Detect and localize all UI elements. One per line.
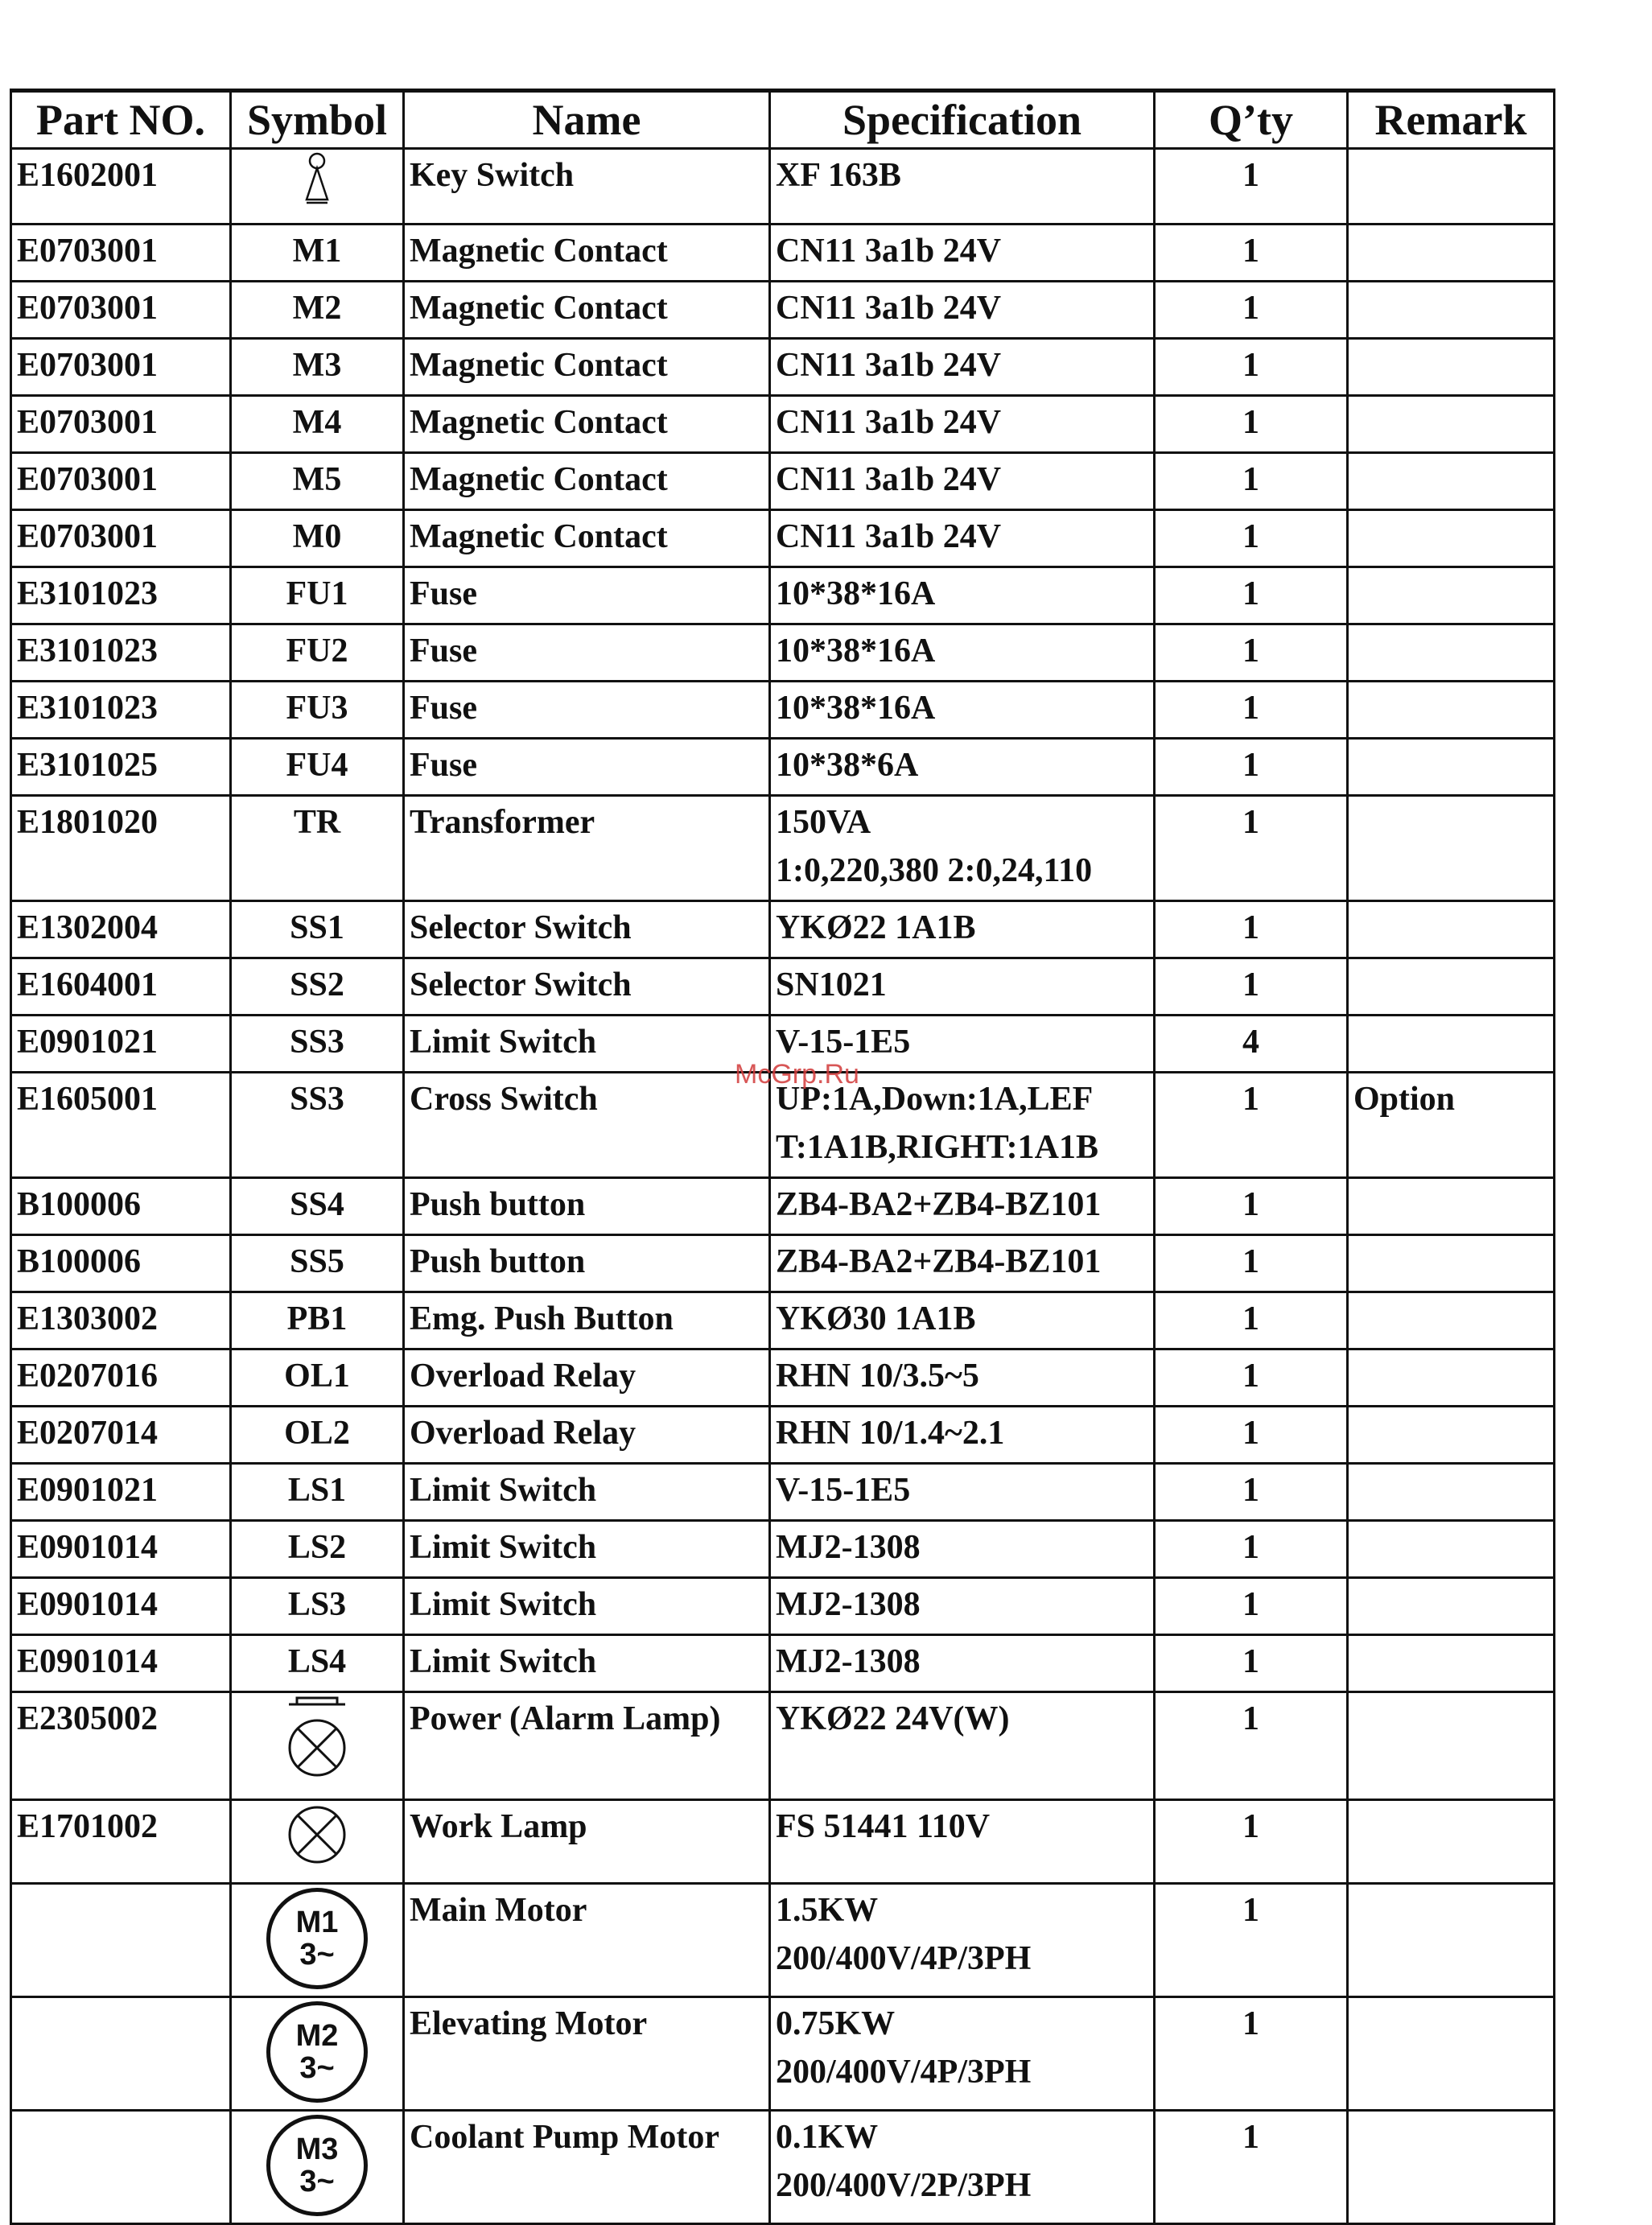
motor-icon (266, 1888, 368, 1989)
header-name: Name (404, 91, 770, 149)
table-row (11, 453, 1555, 510)
motor-label: M3 (295, 2132, 339, 2166)
table-row (11, 1884, 1555, 1997)
symbol-cell: M4 (231, 396, 404, 453)
name-cell: Transformer (404, 796, 770, 901)
table-row (11, 682, 1555, 739)
header-specification: Specification (770, 91, 1155, 149)
specification-line: ZB4-BA2+ZB4-BZ101 (776, 1243, 1102, 1280)
part-number-cell: E0901014 (11, 1578, 231, 1635)
specification-line: SN1021 (776, 966, 887, 1003)
specification-line-2: 1:0,220,380 2:0,24,110 (776, 852, 1093, 889)
part-number-cell: B100006 (11, 1178, 231, 1235)
name-cell: Fuse (404, 682, 770, 739)
symbol-cell: OL2 (231, 1407, 404, 1464)
specification-cell (770, 1178, 1155, 1235)
symbol-cell: SS3 (231, 1016, 404, 1073)
parts-list-sheet (10, 89, 1555, 2225)
remark-cell (1348, 1016, 1555, 1073)
quantity-cell: 1 (1155, 1800, 1348, 1884)
parts-table (10, 89, 1555, 2225)
table-row (11, 958, 1555, 1016)
watermark-text: McGrp.Ru (735, 1059, 859, 1090)
quantity-cell: 1 (1155, 682, 1348, 739)
quantity-cell: 1 (1155, 1997, 1348, 2111)
specification-line: CN11 3a1b 24V (776, 404, 1002, 441)
remark-cell (1348, 1464, 1555, 1521)
header-remark: Remark (1348, 91, 1555, 149)
part-number-cell: E0703001 (11, 453, 231, 510)
name-cell: Limit Switch (404, 1016, 770, 1073)
part-number-cell: E3101023 (11, 682, 231, 739)
remark-cell (1348, 453, 1555, 510)
name-cell: Magnetic Contact (404, 510, 770, 567)
specification-line: CN11 3a1b 24V (776, 347, 1002, 384)
part-number-cell: E1604001 (11, 958, 231, 1016)
part-number-cell: E0703001 (11, 510, 231, 567)
name-cell: Emg. Push Button (404, 1292, 770, 1349)
part-number-cell: E0207014 (11, 1407, 231, 1464)
remark-cell (1348, 1178, 1555, 1235)
symbol-cell: LS1 (231, 1464, 404, 1521)
specification-line: CN11 3a1b 24V (776, 461, 1002, 498)
remark-cell (1348, 1407, 1555, 1464)
name-cell: Limit Switch (404, 1521, 770, 1578)
key-switch-icon (297, 151, 337, 221)
specification-line: CN11 3a1b 24V (776, 290, 1002, 327)
symbol-cell: SS5 (231, 1235, 404, 1292)
part-number-cell: E3101025 (11, 739, 231, 796)
table-header-row (11, 91, 1555, 149)
symbol-cell: LS3 (231, 1578, 404, 1635)
specification-cell (770, 1692, 1155, 1800)
quantity-cell: 1 (1155, 1178, 1348, 1235)
specification-cell (770, 567, 1155, 624)
quantity-cell: 1 (1155, 1692, 1348, 1800)
part-number-cell: E0703001 (11, 396, 231, 453)
symbol-cell: SS1 (231, 901, 404, 958)
specification-line: 0.1KW (776, 2119, 879, 2156)
motor-phase: 3~ (299, 2051, 335, 2085)
name-cell: Limit Switch (404, 1464, 770, 1521)
table-row (11, 1292, 1555, 1349)
quantity-cell: 1 (1155, 1349, 1348, 1407)
specification-cell (770, 796, 1155, 901)
specification-cell (770, 1464, 1155, 1521)
symbol-cell (231, 1997, 404, 2111)
table-row (11, 1800, 1555, 1884)
part-number-cell: E0207016 (11, 1349, 231, 1407)
table-row (11, 1235, 1555, 1292)
name-cell: Push button (404, 1178, 770, 1235)
symbol-cell: FU2 (231, 624, 404, 682)
quantity-cell: 1 (1155, 1521, 1348, 1578)
specification-cell (770, 510, 1155, 567)
part-number-cell: E0703001 (11, 339, 231, 396)
part-number-cell: E3101023 (11, 567, 231, 624)
quantity-cell: 1 (1155, 567, 1348, 624)
specification-line: FS 51441 110V (776, 1808, 991, 1845)
quantity-cell: 1 (1155, 1578, 1348, 1635)
symbol-cell (231, 149, 404, 225)
table-row (11, 1578, 1555, 1635)
name-cell: Limit Switch (404, 1578, 770, 1635)
remark-cell (1348, 1692, 1555, 1800)
specification-cell (770, 1884, 1155, 1997)
remark-cell (1348, 396, 1555, 453)
quantity-cell: 1 (1155, 282, 1348, 339)
specification-line: 10*38*16A (776, 575, 936, 612)
table-row (11, 1635, 1555, 1692)
specification-line: V-15-1E5 (776, 1472, 911, 1509)
specification-cell (770, 339, 1155, 396)
specification-cell (770, 901, 1155, 958)
specification-line-2: 200/400V/4P/3PH (776, 2054, 1032, 2091)
symbol-cell: FU3 (231, 682, 404, 739)
specification-line: RHN 10/3.5~5 (776, 1358, 979, 1395)
table-row (11, 282, 1555, 339)
symbol-cell: SS2 (231, 958, 404, 1016)
name-cell: Fuse (404, 567, 770, 624)
symbol-cell (231, 1884, 404, 1997)
symbol-cell (231, 2111, 404, 2224)
table-row (11, 901, 1555, 958)
symbol-cell: M0 (231, 510, 404, 567)
specification-cell (770, 1800, 1155, 1884)
remark-cell (1348, 1635, 1555, 1692)
specification-cell (770, 149, 1155, 225)
name-cell: Selector Switch (404, 901, 770, 958)
part-number-cell: E0901014 (11, 1521, 231, 1578)
table-row (11, 1349, 1555, 1407)
name-cell: Power (Alarm Lamp) (404, 1692, 770, 1800)
part-number-cell: E2305002 (11, 1692, 231, 1800)
quantity-cell: 1 (1155, 453, 1348, 510)
specification-line: UP:1A,Down:1A,LEF (776, 1081, 1094, 1118)
name-cell: Magnetic Contact (404, 225, 770, 282)
motor-phase: 3~ (299, 2165, 335, 2198)
specification-line: MJ2-1308 (776, 1643, 921, 1680)
remark-cell (1348, 567, 1555, 624)
specification-cell (770, 1578, 1155, 1635)
quantity-cell: 1 (1155, 1073, 1348, 1178)
quantity-cell: 1 (1155, 624, 1348, 682)
name-cell: Overload Relay (404, 1349, 770, 1407)
specification-line-2: 200/400V/2P/3PH (776, 2167, 1032, 2204)
quantity-cell: 1 (1155, 1464, 1348, 1521)
name-cell: Coolant Pump Motor (404, 2111, 770, 2224)
specification-cell (770, 1997, 1155, 2111)
specification-cell (770, 396, 1155, 453)
remark-cell (1348, 2111, 1555, 2224)
table-row (11, 624, 1555, 682)
specification-cell (770, 453, 1155, 510)
table-row (11, 339, 1555, 396)
symbol-cell: M5 (231, 453, 404, 510)
table-row (11, 225, 1555, 282)
motor-label: M1 (295, 1906, 339, 1939)
specification-line-2: 200/400V/4P/3PH (776, 1940, 1032, 1977)
symbol-cell: M1 (231, 225, 404, 282)
part-number-cell: E3101023 (11, 624, 231, 682)
header-qty: Q’ty (1155, 91, 1348, 149)
quantity-cell: 1 (1155, 225, 1348, 282)
quantity-cell: 1 (1155, 901, 1348, 958)
table-row (11, 1407, 1555, 1464)
specification-cell (770, 624, 1155, 682)
name-cell: Push button (404, 1235, 770, 1292)
specification-line: YKØ22 1A1B (776, 909, 976, 946)
table-row (11, 1521, 1555, 1578)
name-cell: Work Lamp (404, 1800, 770, 1884)
remark-cell (1348, 149, 1555, 225)
part-number-cell: E0901014 (11, 1635, 231, 1692)
name-cell: Fuse (404, 624, 770, 682)
quantity-cell: 1 (1155, 396, 1348, 453)
table-row (11, 796, 1555, 901)
motor-label: M2 (295, 2019, 339, 2053)
specification-line: 10*38*6A (776, 747, 919, 784)
quantity-cell: 1 (1155, 1292, 1348, 1349)
remark-cell (1348, 1292, 1555, 1349)
remark-cell (1348, 1235, 1555, 1292)
name-cell: Magnetic Contact (404, 339, 770, 396)
motor-phase: 3~ (299, 1938, 335, 1972)
specification-line: YKØ22 24V(W) (776, 1700, 1010, 1737)
part-number-cell: E1602001 (11, 149, 231, 225)
remark-cell (1348, 1578, 1555, 1635)
specification-line: XF 163B (776, 157, 901, 194)
table-row (11, 1178, 1555, 1235)
specification-cell (770, 1407, 1155, 1464)
specification-line: CN11 3a1b 24V (776, 518, 1002, 555)
specification-cell (770, 1521, 1155, 1578)
specification-line: 150VA (776, 804, 871, 841)
remark-cell (1348, 958, 1555, 1016)
specification-line: YKØ30 1A1B (776, 1300, 976, 1337)
symbol-cell (231, 1800, 404, 1884)
table-row (11, 149, 1555, 225)
header-symbol: Symbol (231, 91, 404, 149)
specification-line: 0.75KW (776, 2005, 896, 2042)
remark-cell (1348, 682, 1555, 739)
table-row (11, 1692, 1555, 1800)
specification-line: RHN 10/1.4~2.1 (776, 1415, 1005, 1452)
specification-line: MJ2-1308 (776, 1529, 921, 1566)
remark-cell (1348, 796, 1555, 901)
symbol-cell: M3 (231, 339, 404, 396)
specification-cell (770, 739, 1155, 796)
name-cell: Magnetic Contact (404, 396, 770, 453)
remark-cell (1348, 225, 1555, 282)
name-cell: Limit Switch (404, 1635, 770, 1692)
remark-cell (1348, 901, 1555, 958)
specification-cell (770, 1349, 1155, 1407)
remark-cell (1348, 1997, 1555, 2111)
name-cell: Main Motor (404, 1884, 770, 1997)
lamp-icon (281, 1803, 353, 1881)
specification-line: 1.5KW (776, 1892, 879, 1929)
remark-cell (1348, 1800, 1555, 1884)
part-number-cell: E1302004 (11, 901, 231, 958)
quantity-cell: 1 (1155, 2111, 1348, 2224)
quantity-cell: 1 (1155, 1884, 1348, 1997)
specification-cell (770, 225, 1155, 282)
quantity-cell: 1 (1155, 796, 1348, 901)
remark-cell: Option (1348, 1073, 1555, 1178)
remark-cell (1348, 624, 1555, 682)
part-number-cell: E1303002 (11, 1292, 231, 1349)
alarm-lamp-icon (281, 1695, 353, 1797)
part-number-cell (11, 1997, 231, 2111)
symbol-cell: FU1 (231, 567, 404, 624)
quantity-cell: 1 (1155, 149, 1348, 225)
specification-cell (770, 1635, 1155, 1692)
symbol-cell: LS4 (231, 1635, 404, 1692)
symbol-cell (231, 1692, 404, 1800)
symbol-cell: SS4 (231, 1178, 404, 1235)
symbol-cell: LS2 (231, 1521, 404, 1578)
specification-line: 10*38*16A (776, 632, 936, 670)
quantity-cell: 1 (1155, 1235, 1348, 1292)
table-row (11, 510, 1555, 567)
quantity-cell: 1 (1155, 1407, 1348, 1464)
specification-cell (770, 2111, 1155, 2224)
quantity-cell: 1 (1155, 510, 1348, 567)
remark-cell (1348, 282, 1555, 339)
name-cell: Elevating Motor (404, 1997, 770, 2111)
part-number-cell: B100006 (11, 1235, 231, 1292)
part-number-cell: E0703001 (11, 282, 231, 339)
parts-table-body (11, 149, 1555, 2224)
remark-cell (1348, 339, 1555, 396)
remark-cell (1348, 1521, 1555, 1578)
name-cell: Cross Switch (404, 1073, 770, 1178)
symbol-cell: FU4 (231, 739, 404, 796)
name-cell: Fuse (404, 739, 770, 796)
part-number-cell: E0901021 (11, 1464, 231, 1521)
symbol-cell: M2 (231, 282, 404, 339)
remark-cell (1348, 1349, 1555, 1407)
specification-line: CN11 3a1b 24V (776, 233, 1002, 270)
specification-line: V-15-1E5 (776, 1024, 911, 1061)
remark-cell (1348, 1884, 1555, 1997)
specification-cell (770, 1235, 1155, 1292)
table-row (11, 2111, 1555, 2224)
table-row (11, 396, 1555, 453)
table-row (11, 567, 1555, 624)
symbol-cell: PB1 (231, 1292, 404, 1349)
quantity-cell: 1 (1155, 739, 1348, 796)
name-cell: Magnetic Contact (404, 453, 770, 510)
header-part-no: Part NO. (11, 91, 231, 149)
table-row (11, 1997, 1555, 2111)
name-cell: Magnetic Contact (404, 282, 770, 339)
specification-cell (770, 282, 1155, 339)
part-number-cell (11, 1884, 231, 1997)
part-number-cell: E1801020 (11, 796, 231, 901)
specification-line: 10*38*16A (776, 690, 936, 727)
specification-line: MJ2-1308 (776, 1586, 921, 1623)
motor-icon (266, 2115, 368, 2216)
quantity-cell: 1 (1155, 958, 1348, 1016)
specification-cell (770, 958, 1155, 1016)
motor-icon (266, 2001, 368, 2103)
specification-line-2: T:1A1B,RIGHT:1A1B (776, 1129, 1098, 1166)
specification-cell (770, 682, 1155, 739)
symbol-cell: OL1 (231, 1349, 404, 1407)
quantity-cell: 1 (1155, 1635, 1348, 1692)
table-row (11, 1464, 1555, 1521)
part-number-cell: E0703001 (11, 225, 231, 282)
symbol-cell: TR (231, 796, 404, 901)
part-number-cell (11, 2111, 231, 2224)
part-number-cell: E1605001 (11, 1073, 231, 1178)
remark-cell (1348, 510, 1555, 567)
part-number-cell: E1701002 (11, 1800, 231, 1884)
name-cell: Overload Relay (404, 1407, 770, 1464)
table-row (11, 739, 1555, 796)
remark-cell (1348, 739, 1555, 796)
quantity-cell: 4 (1155, 1016, 1348, 1073)
name-cell: Key Switch (404, 149, 770, 225)
symbol-cell: SS3 (231, 1073, 404, 1178)
name-cell: Selector Switch (404, 958, 770, 1016)
part-number-cell: E0901021 (11, 1016, 231, 1073)
specification-line: ZB4-BA2+ZB4-BZ101 (776, 1186, 1102, 1223)
specification-cell (770, 1292, 1155, 1349)
quantity-cell: 1 (1155, 339, 1348, 396)
